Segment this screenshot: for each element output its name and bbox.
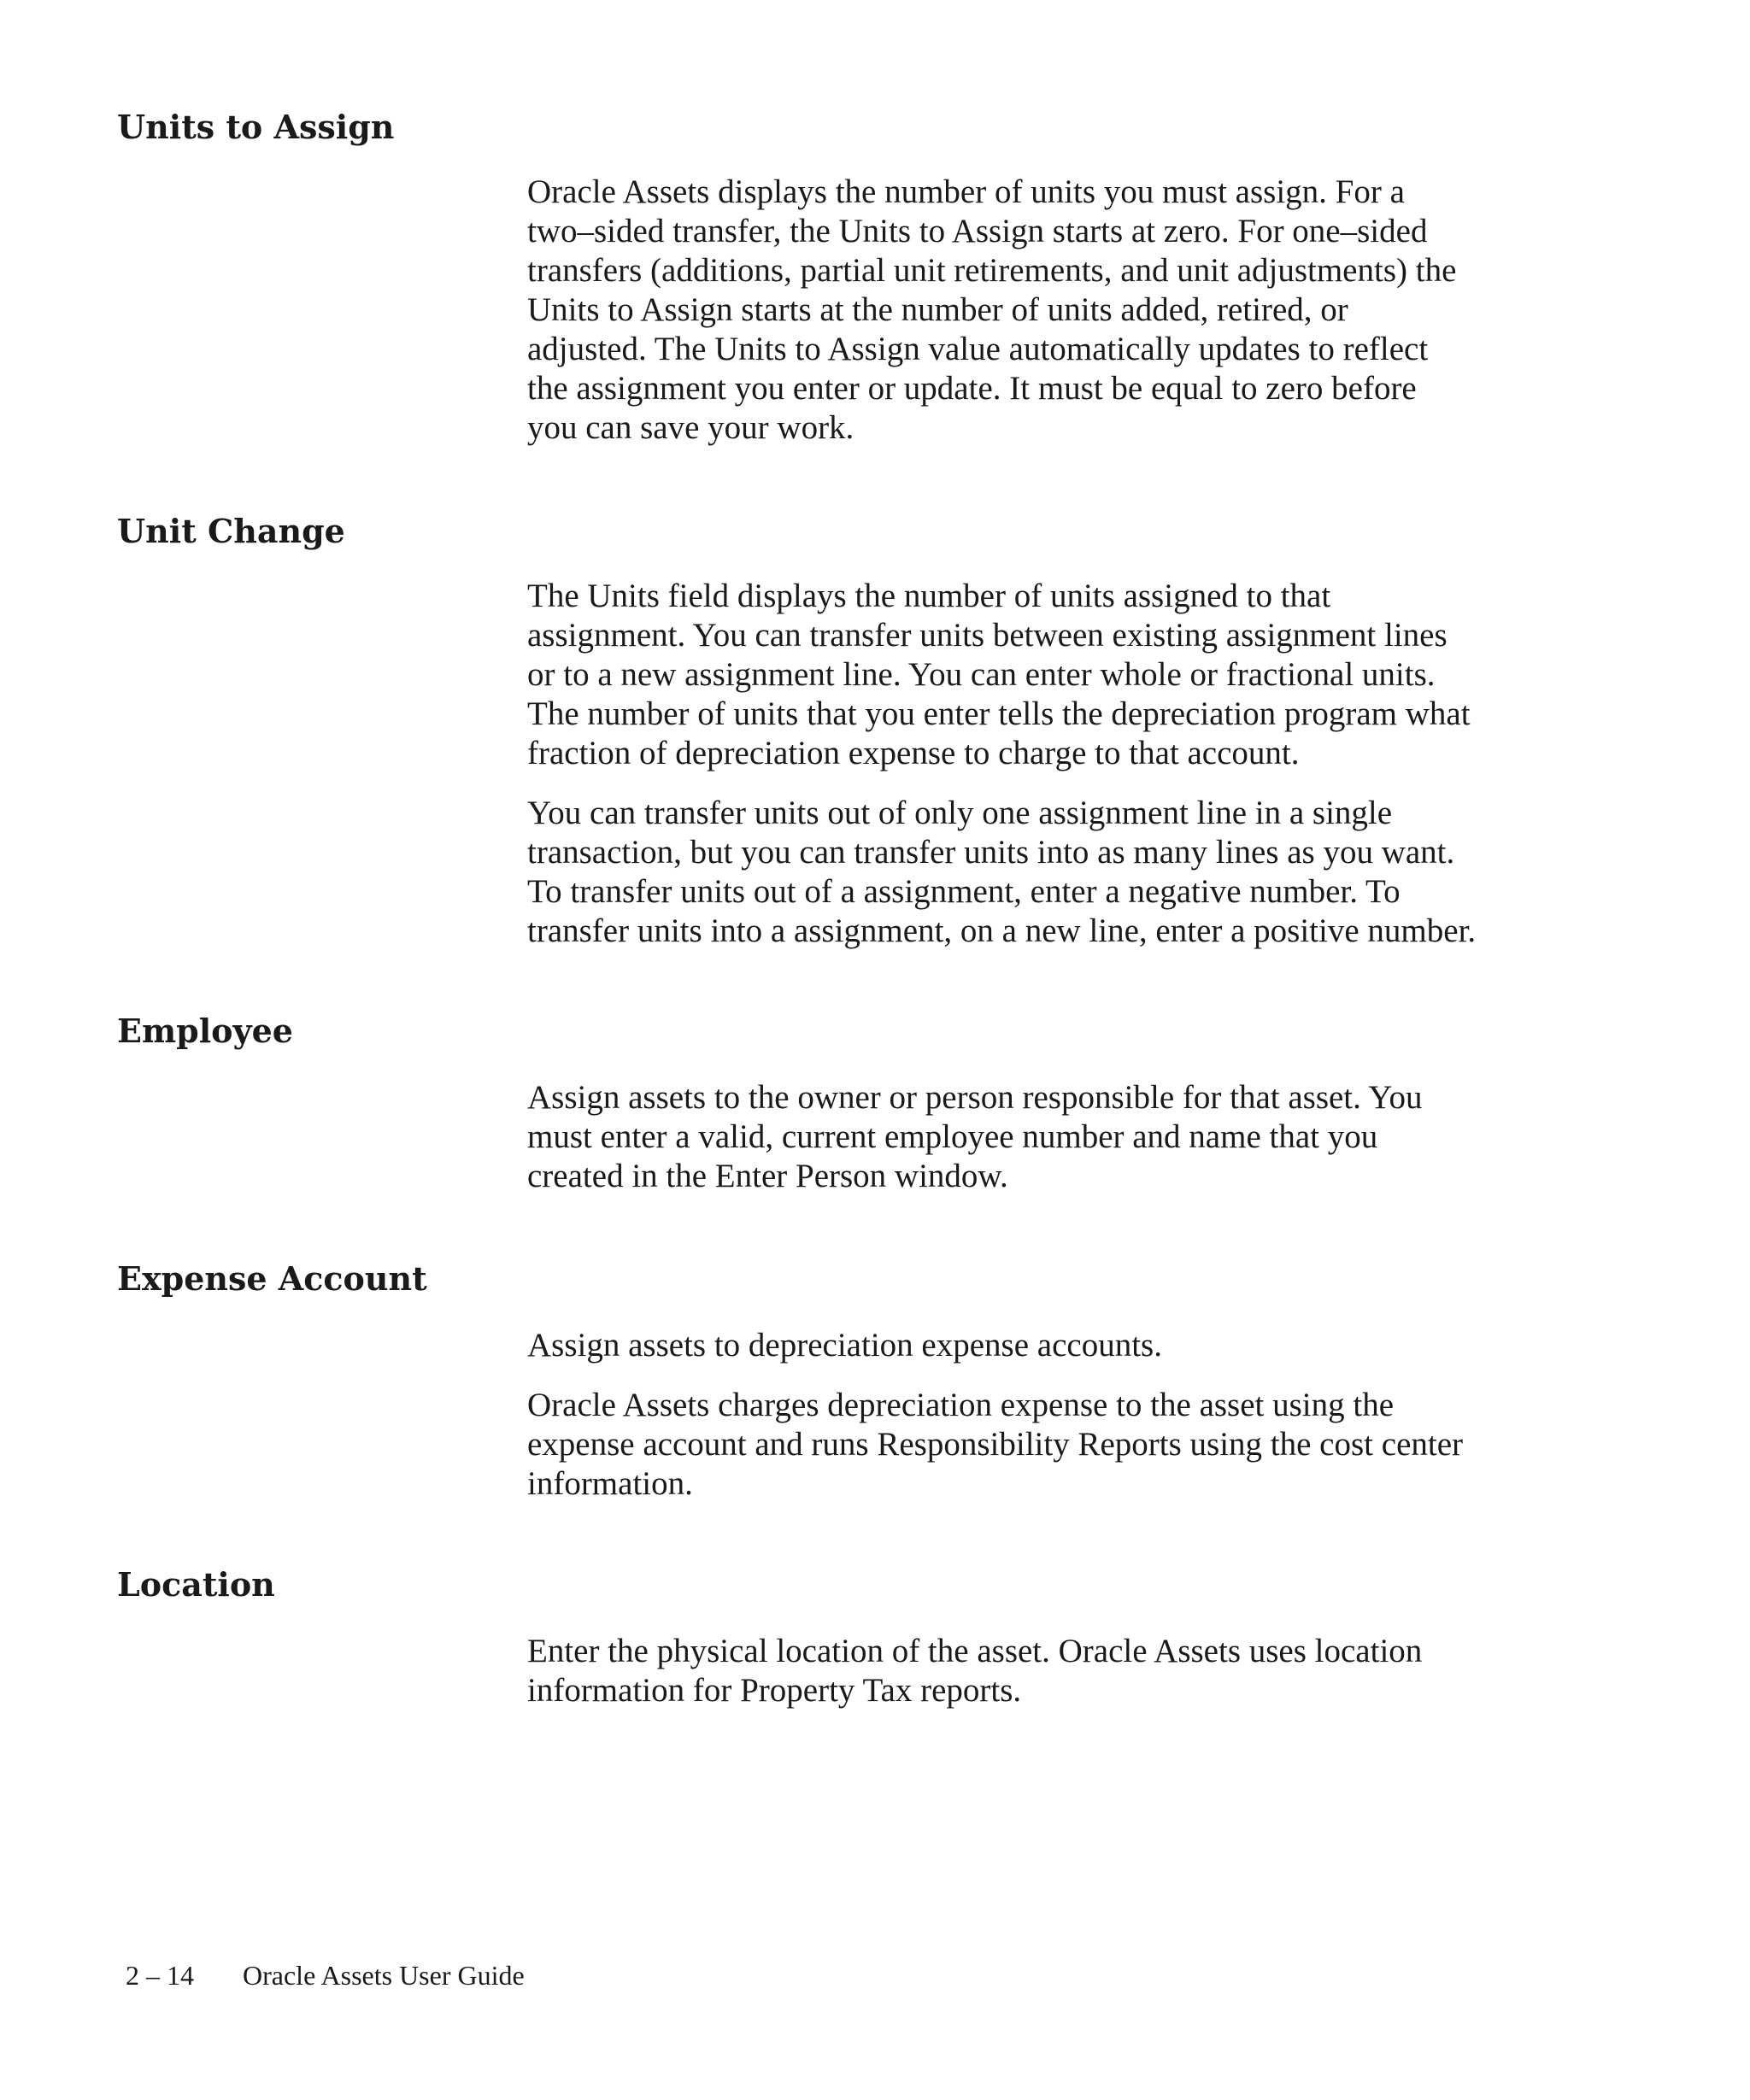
text-line: To transfer units out of a assignment, enter a negative number. To xyxy=(527,873,1401,910)
section-body-expense-account xyxy=(527,1326,1578,1524)
text-line: expense account and runs Responsibility Reports using the cost center xyxy=(527,1426,1464,1463)
text-line: transaction, but you can transfer units into as many lines as you want. xyxy=(527,834,1455,871)
section-body-units-to-assign xyxy=(527,173,1578,468)
text-line: assignment. You can transfer units between existing assignment lines xyxy=(527,617,1448,654)
text-line: transfer units into a assignment, on a new line, enter a positive number. xyxy=(527,912,1477,949)
section-heading-location: Location xyxy=(117,1565,275,1604)
text-line: Assign assets to depreciation expense accounts. xyxy=(527,1327,1162,1364)
section-body-employee xyxy=(527,1078,1578,1217)
text-line: The Units field displays the number of units assigned to that xyxy=(527,578,1331,614)
text-line: adjusted. The Units to Assign value automatically updates to reflect xyxy=(527,331,1429,367)
text-line: Enter the physical location of the asset. Oracle Assets uses location xyxy=(527,1633,1423,1669)
text-line: information for Property Tax reports. xyxy=(527,1672,1022,1709)
paragraph xyxy=(527,794,1578,951)
text-line: Assign assets to the owner or person responsible for that asset. You xyxy=(527,1079,1423,1116)
text-line: information. xyxy=(527,1465,693,1502)
paragraph xyxy=(527,1386,1578,1504)
text-line: Units to Assign starts at the number of units added, retired, or xyxy=(527,291,1348,328)
section-heading-expense-account: Expense Account xyxy=(117,1259,427,1298)
section-heading-units-to-assign: Units to Assign xyxy=(117,108,395,146)
paragraph xyxy=(527,577,1578,773)
section-body-unit-change xyxy=(527,577,1578,971)
paragraph xyxy=(527,1326,1578,1365)
text-line: the assignment you enter or update. It must be equal to zero before xyxy=(527,370,1417,407)
paragraph xyxy=(527,1632,1578,1710)
text-line: or to a new assignment line. You can enter whole or fractional units. xyxy=(527,656,1436,693)
page-number: 2 – 14 xyxy=(126,1960,194,1991)
section-body-location xyxy=(527,1632,1578,1731)
text-line: Oracle Assets charges depreciation expense to the asset using the xyxy=(527,1387,1395,1423)
text-line: fraction of depreciation expense to charge to that account. xyxy=(527,735,1300,771)
section-heading-unit-change: Unit Change xyxy=(117,512,345,550)
section-heading-employee: Employee xyxy=(117,1012,293,1050)
text-line: Oracle Assets displays the number of units you must assign. For a xyxy=(527,173,1405,210)
text-line: created in the Enter Person window. xyxy=(527,1158,1008,1194)
page-footer xyxy=(126,1958,525,1992)
paragraph xyxy=(527,173,1578,448)
text-line: You can transfer units out of only one assignment line in a single xyxy=(527,795,1393,831)
text-line: transfers (additions, partial unit retirements, and unit adjustments) the xyxy=(527,252,1457,289)
paragraph xyxy=(527,1078,1578,1196)
text-line: you can save your work. xyxy=(527,409,854,446)
book-title: Oracle Assets User Guide xyxy=(243,1960,525,1991)
text-line: The number of units that you enter tells the depreciation program what xyxy=(527,695,1471,732)
text-line: two–sided transfer, the Units to Assign starts at zero. For one–sided xyxy=(527,213,1428,249)
text-line: must enter a valid, current employee number and name that you xyxy=(527,1118,1378,1155)
